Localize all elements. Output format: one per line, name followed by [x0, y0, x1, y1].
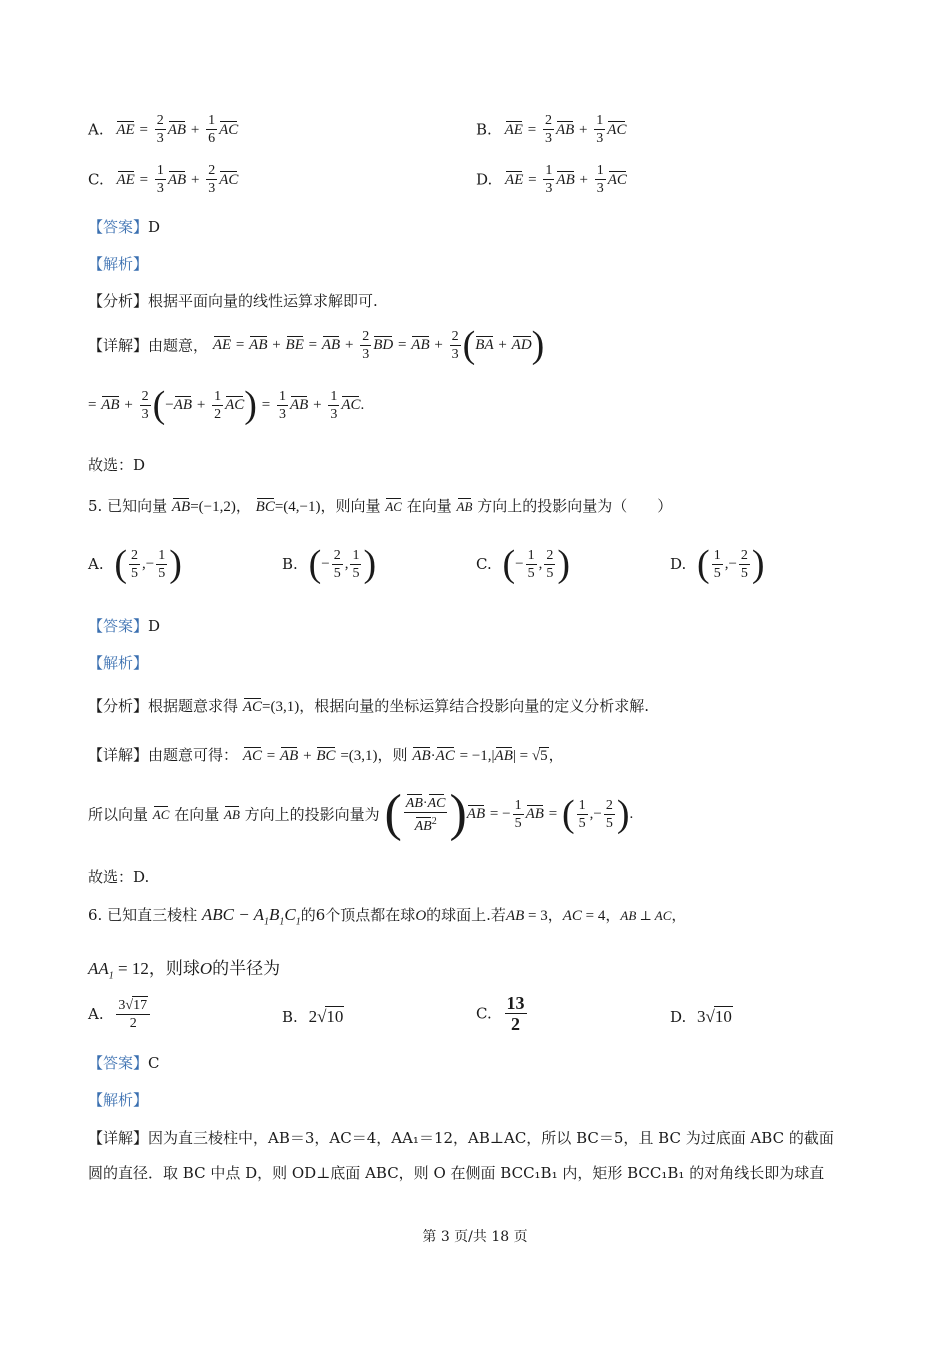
stem-text: 6. 已知直三棱柱 — [88, 906, 198, 924]
q4-option-d — [476, 162, 627, 197]
q6-answer — [88, 1052, 160, 1073]
q6-analysis-tag: 【解析】 — [88, 1091, 149, 1109]
option-label: C. — [476, 555, 492, 573]
answer-tag: 【答案】 — [88, 617, 149, 635]
q4-option-a — [88, 112, 238, 147]
option-formula: 3√10 — [697, 1007, 732, 1026]
fenxi-text: 根据题意求得 — [148, 697, 239, 715]
option-formula: (− $\frac{2}{5}$ , $\frac{1}{5}$ ) — [308, 543, 377, 585]
option-formula: ( $\frac{1}{5}$ ,− $\frac{2}{5}$ ) — [697, 543, 765, 585]
option-formula: 2√10 — [308, 1007, 344, 1026]
stem-text: 的6个顶点都在球 — [300, 906, 416, 924]
q6-detail-line2: 圆的直径．取 BC 中点 D，则 OD⊥底面 ABC，则 O 在侧面 BCC₁B₁ 内，矩形 BCC₁B₁ 的对角线长即为球直 — [88, 1164, 825, 1182]
xiangjie-text: 由题意可得： — [148, 746, 239, 764]
stem-text: 在向量 — [406, 497, 452, 515]
q5-answer — [88, 615, 160, 636]
option-label: D. — [670, 1008, 687, 1026]
fenxi-tag: 【分析】 — [88, 697, 149, 715]
q4-conclusion: 故选：D — [88, 456, 146, 474]
q6-option-a — [88, 996, 152, 1032]
stem-text: ，则球 — [148, 959, 200, 979]
stem-text: 的半径为 — [212, 959, 281, 979]
option-label: A. — [88, 1005, 104, 1023]
q5-xiangjie-line1: 【详解】由题意可得： AC = AB + BC =(3,1)，则 AB·AC = −1,|AB| = √5， — [88, 746, 564, 764]
option-formula: AE = $\frac{2}{3}$ AB + $\frac{1}{3}$ AC — [504, 113, 627, 146]
stem-text: 方向上的投影向量为（ ） — [477, 497, 673, 515]
q5-stem: 5. 已知向量 AB=(−1,2)， BC=(4,−1)，则向量 AC 在向量 AB 方向上的投影向量为（ ） — [88, 497, 673, 515]
fenxi-text: 根据平面向量的线性运算求解即可. — [148, 292, 378, 310]
q4-option-c — [88, 162, 238, 197]
option-formula: AE = $\frac{1}{3}$ AB + $\frac{1}{3}$ AC — [505, 163, 627, 196]
option-formula: $\frac{13}{2}$ — [506, 993, 525, 1034]
option-label: D. — [670, 555, 687, 573]
option-label: B. — [282, 1008, 298, 1026]
stem-text: 5. 已知向量 — [88, 497, 168, 515]
option-label: A. — [88, 555, 104, 573]
xiangjie-text: ，则 — [377, 746, 408, 764]
q4-xiangjie-line1 — [88, 326, 544, 364]
formula: AE = AB + BE = AB + $\frac{2}{3}$ BD = AB + $\frac{2}{3}$ (BA + AD) — [212, 324, 545, 366]
q5-xiangjie-line2: 所以向量 AC 在向量 AB 方向上的投影向量为 ( $\frac{AB\cdot AC}{AB^2}$ )AB = − $\frac{1}{5}$ AB = ( $\frac{1}{5}$ ,− $\frac{2}{5}$ ). — [88, 785, 634, 842]
detail-text: 所以向量 — [88, 805, 149, 824]
answer-value: D — [148, 218, 161, 236]
option-formula: (− $\frac{1}{5}$ , $\frac{2}{5}$ ) — [502, 543, 571, 585]
q5-conclusion: 故选：D. — [88, 868, 150, 886]
stem-text: ， — [235, 497, 251, 515]
q6-option-c — [476, 993, 529, 1034]
option-label: D. — [476, 170, 493, 189]
xiangjie-tag: 【详解】 — [88, 336, 149, 355]
q4-fenxi — [88, 290, 378, 311]
option-formula: AE = $\frac{1}{3}$ AB + $\frac{2}{3}$ AC — [116, 163, 239, 196]
q4-option-b — [476, 112, 626, 147]
answer-tag: 【答案】 — [88, 218, 149, 236]
q6-stem-line1: 6. 已知直三棱柱 ABC − $A_1B_1C_1$的6个顶点都在球O的球面上.若AB = 3，AC = 4，AB ⊥ AC， — [88, 905, 687, 928]
xiangjie-tag: 【详解】 — [88, 746, 149, 764]
stem-text: 的球面上.若 — [426, 906, 506, 924]
answer-value: D — [148, 617, 161, 635]
q5-analysis-tag: 【解析】 — [88, 654, 149, 672]
xiangjie-text: 由题意， — [148, 336, 209, 355]
q5-option-b — [282, 545, 376, 583]
answer-tag: 【答案】 — [88, 1054, 149, 1072]
formula: = AB + $\frac{2}{3}$ (−AB + $\frac{1}{2}$ AC) = $\frac{1}{3}$ AB + $\frac{1}{3}$ AC. — [88, 384, 365, 426]
option-label: A. — [88, 120, 104, 139]
q4-analysis-tag: 【解析】 — [88, 255, 149, 273]
q5-fenxi: 【分析】根据题意求得 AC=(3,1)，根据向量的坐标运算结合投影向量的定义分析求解. — [88, 697, 649, 715]
option-formula: ( $\frac{2}{5}$ ,− $\frac{1}{5}$ ) — [114, 543, 182, 585]
q5-option-a — [88, 545, 182, 583]
stem-text: ，则向量 — [320, 497, 381, 515]
q4-answer — [88, 216, 160, 237]
formula: ( $\frac{AB\cdot AC}{AB^2}$ )AB = − $\frac{1}{5}$ AB = ( $\frac{1}{5}$ ,− $\frac{2}{5}$ ). — [384, 785, 634, 842]
fenxi-tag: 【分析】 — [88, 292, 149, 310]
q6-detail-line1 — [88, 1127, 834, 1148]
option-label: C. — [476, 1004, 492, 1023]
option-formula: AE = $\frac{2}{3}$ AB + $\frac{1}{6}$ AC — [116, 113, 239, 146]
fenxi-text: ，根据向量的坐标运算结合投影向量的定义分析求解. — [299, 697, 649, 715]
option-label: B. — [476, 120, 492, 139]
option-label: B. — [282, 555, 298, 573]
q6-stem-line2: $AA_1 = 12$，则球O的半径为 — [88, 959, 281, 982]
q6-option-d — [670, 1006, 733, 1027]
q6-option-b — [282, 1006, 344, 1027]
answer-value: C — [148, 1054, 160, 1072]
q5-option-c — [476, 545, 570, 583]
q5-option-d — [670, 545, 765, 583]
page-footer: 第 3 页/共 18 页 — [422, 1229, 528, 1245]
detail-text: 方向上的投影向量为 — [244, 805, 380, 824]
xiangjie-tag: 【详解】 — [88, 1129, 149, 1147]
option-formula: $\frac{3√17}{2}$ — [114, 1004, 152, 1022]
detail-text: 因为直三棱柱中，AB＝3，AC＝4，AA₁＝12，AB⊥AC，所以 BC＝5，且 BC 为过底面 ABC 的截面 — [148, 1129, 834, 1147]
q4-xiangjie-line2 — [88, 386, 364, 424]
detail-text: 在向量 — [174, 805, 220, 824]
option-label: C. — [88, 170, 104, 189]
